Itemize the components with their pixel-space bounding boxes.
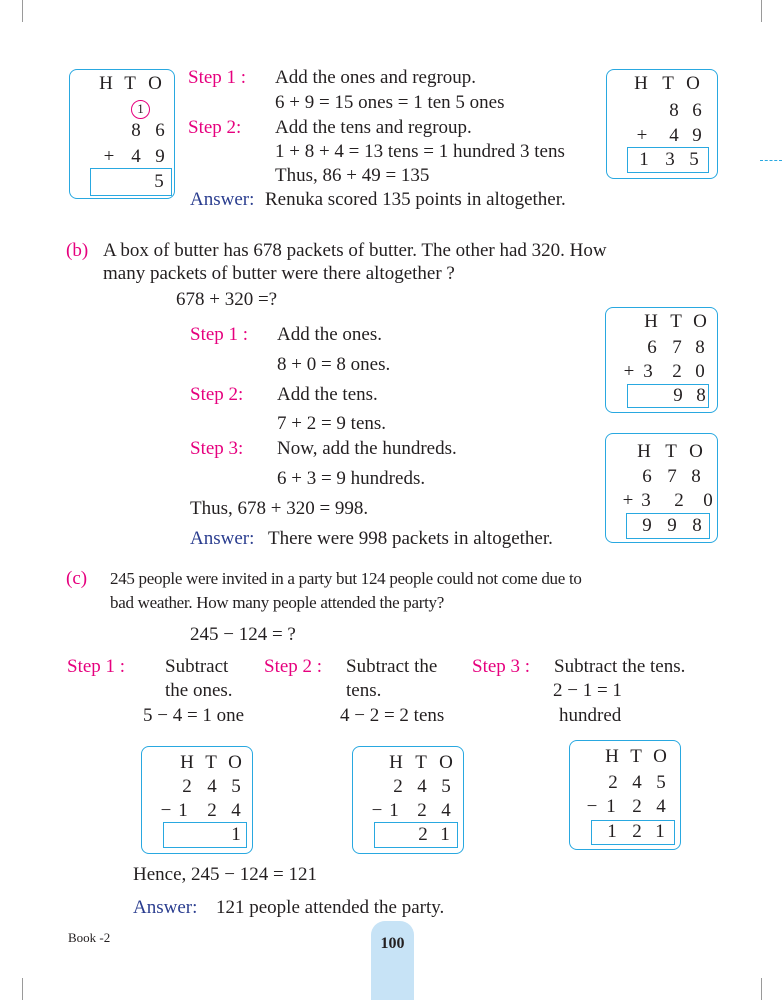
top-step2-calc: 1 + 8 + 4 = 13 tens = 1 hundred 3 tens (275, 141, 565, 162)
row1-t: 7 (667, 466, 677, 487)
hto-box-c3 (569, 740, 681, 850)
header-o: O (148, 73, 162, 94)
operator-plus: + (623, 361, 635, 382)
b-label: (b) (66, 240, 89, 261)
row2-t: 2 (632, 796, 642, 817)
b-step2-text: Add the tens. (277, 384, 378, 405)
row1-h: 2 (393, 776, 403, 797)
row2-o: 0 (703, 490, 713, 511)
c-step1-calc: 5 − 4 = 1 one (143, 705, 245, 726)
answer-o: 8 (696, 385, 706, 406)
header-o: O (439, 752, 453, 773)
top-answer-text: Renuka scored 135 points in altogether. (265, 189, 566, 210)
header-o: O (693, 311, 707, 332)
answer-o: 5 (154, 171, 164, 192)
answer-box (374, 822, 458, 848)
crop-mark-bottom-right (761, 978, 762, 1000)
operator-minus: − (160, 800, 172, 821)
row2-t: 4 (131, 146, 141, 167)
header-h: H (634, 73, 648, 94)
answer-t: 2 (632, 821, 642, 842)
margin-dash-mark (760, 160, 782, 161)
c-step3-text3: hundred (559, 705, 622, 726)
answer-box (163, 822, 247, 848)
answer-t: 2 (418, 824, 428, 845)
c-step3-label: Step 3 : (472, 656, 531, 677)
b-step3-calc: 6 + 3 = 9 hundreds. (277, 468, 426, 489)
header-h: H (605, 746, 619, 767)
row1-o: 5 (231, 776, 241, 797)
row1-o: 5 (441, 776, 451, 797)
answer-box (627, 384, 709, 408)
top-thus: Thus, 86 + 49 = 135 (275, 165, 430, 186)
row1-t: 4 (632, 772, 642, 793)
crop-mark-bottom-left (22, 978, 23, 1000)
answer-t: 9 (667, 515, 677, 536)
c-step3-text1: Subtract the tens. (554, 656, 686, 677)
row1-t: 8 (669, 100, 679, 121)
operator-plus: + (103, 146, 115, 167)
header-t: T (415, 752, 427, 773)
operator-plus: + (622, 490, 634, 511)
answer-h: 1 (639, 149, 649, 170)
row2-o: 9 (155, 146, 165, 167)
answer-o: 1 (440, 824, 450, 845)
header-h: H (637, 441, 651, 462)
b-step2-calc: 7 + 2 = 9 tens. (277, 413, 387, 434)
row1-h: 6 (642, 466, 652, 487)
header-t: T (630, 746, 642, 767)
answer-box (90, 168, 172, 196)
b-question-line1: A box of butter has 678 packets of butter. The other had 320. How (103, 240, 607, 261)
header-o: O (228, 752, 242, 773)
top-step1-calc: 6 + 9 = 15 ones = 1 ten 5 ones (275, 92, 505, 113)
c-answer-label: Answer: (133, 897, 198, 918)
top-step1-text: Add the ones and regroup. (275, 67, 477, 88)
row2-t: 4 (669, 125, 679, 146)
top-step2-text: Add the tens and regroup. (275, 117, 472, 138)
row2-o: 4 (656, 796, 666, 817)
c-question-line1: 245 people were invited in a party but 124 people could not come due to (110, 569, 582, 588)
row2-h: 3 (643, 361, 653, 382)
hto-box-c1 (141, 746, 253, 854)
b-step2-label: Step 2: (190, 384, 244, 405)
c-step3-text2: 2 − 1 = 1 (553, 680, 622, 701)
top-answer-label: Answer: (190, 189, 255, 210)
row2-h: 3 (641, 490, 651, 511)
row2-t: 2 (207, 800, 217, 821)
row2-o: 9 (692, 125, 702, 146)
header-h: H (389, 752, 403, 773)
carry-digit: 1 (137, 101, 144, 116)
row2-h: 1 (606, 796, 616, 817)
c-step1-text1: Subtract (165, 656, 229, 677)
header-h: H (644, 311, 658, 332)
header-o: O (653, 746, 667, 767)
row1-o: 5 (656, 772, 666, 793)
c-equation: 245 − 124 = ? (190, 624, 296, 645)
hto-box-c2 (352, 746, 464, 854)
top-step1-label: Step 1 : (188, 67, 247, 88)
b-step3-label: Step 3: (190, 438, 244, 459)
answer-t: 3 (665, 149, 675, 170)
c-step2-calc: 4 − 2 = 2 tens (340, 705, 445, 726)
answer-box (626, 513, 710, 539)
c-question-line2: bad weather. How many people attended the party? (110, 593, 444, 612)
row2-t: 2 (674, 490, 684, 511)
operator-minus: − (371, 800, 383, 821)
row1-h: 6 (647, 337, 657, 358)
row1-o: 6 (155, 120, 165, 141)
operator-plus: + (636, 125, 648, 146)
crop-mark-top-right (761, 0, 762, 22)
b-answer-text: There were 998 packets in altogether. (268, 528, 553, 549)
c-step2-text1: Subtract the (346, 656, 438, 677)
row2-h: 1 (178, 800, 188, 821)
b-step3-text: Now, add the hundreds. (277, 438, 457, 459)
answer-box (591, 820, 675, 845)
b-thus: Thus, 678 + 320 = 998. (190, 498, 369, 519)
c-step2-text2: tens. (346, 680, 382, 701)
answer-box (627, 147, 709, 173)
header-t: T (205, 752, 217, 773)
header-o: O (689, 441, 703, 462)
header-t: T (665, 441, 677, 462)
row1-o: 8 (695, 337, 705, 358)
answer-h: 1 (607, 821, 617, 842)
c-hence: Hence, 245 − 124 = 121 (133, 864, 317, 885)
row2-o: 0 (695, 361, 705, 382)
c-label: (c) (66, 568, 88, 589)
row1-t: 4 (207, 776, 217, 797)
row1-t: 8 (131, 120, 141, 141)
row1-h: 2 (182, 776, 192, 797)
header-o: O (686, 73, 700, 94)
row1-o: 8 (691, 466, 701, 487)
header-t: T (662, 73, 674, 94)
row1-t: 4 (417, 776, 427, 797)
row1-o: 6 (692, 100, 702, 121)
b-equation: 678 + 320 =? (176, 289, 278, 310)
c-answer-text: 121 people attended the party. (216, 897, 445, 918)
row1-h: 2 (608, 772, 618, 793)
c-step2-label: Step 2 : (264, 656, 323, 677)
row2-h: 1 (389, 800, 399, 821)
c-step1-text2: the ones. (165, 680, 233, 701)
hto-box-top-right (606, 69, 718, 179)
answer-o: 1 (655, 821, 665, 842)
b-question-line2: many packets of butter were there altogether ? (103, 263, 455, 284)
header-t: T (670, 311, 682, 332)
crop-mark-top-left (22, 0, 23, 22)
top-step2-label: Step 2: (188, 117, 242, 138)
row1-t: 7 (672, 337, 682, 358)
row2-t: 2 (672, 361, 682, 382)
hto-box-b2 (605, 433, 718, 543)
header-h: H (180, 752, 194, 773)
row2-t: 2 (417, 800, 427, 821)
c-step1-label: Step 1 : (67, 656, 126, 677)
header-t: T (124, 73, 136, 94)
answer-o: 5 (689, 149, 699, 170)
b-step1-calc: 8 + 0 = 8 ones. (277, 354, 391, 375)
b-answer-label: Answer: (190, 528, 255, 549)
page-number-tab (371, 921, 414, 1000)
hto-box-b1 (605, 307, 718, 413)
hto-box-top-left (69, 69, 175, 199)
b-step1-label: Step 1 : (190, 324, 249, 345)
row2-o: 4 (441, 800, 451, 821)
operator-minus: − (586, 796, 598, 817)
row2-o: 4 (231, 800, 241, 821)
header-h: H (99, 73, 113, 94)
answer-o: 8 (692, 515, 702, 536)
book-label: Book -2 (68, 930, 111, 945)
page-number: 100 (380, 935, 405, 952)
b-step1-text: Add the ones. (277, 324, 383, 345)
answer-h: 9 (642, 515, 652, 536)
answer-t: 9 (673, 385, 683, 406)
answer-o: 1 (231, 824, 241, 845)
